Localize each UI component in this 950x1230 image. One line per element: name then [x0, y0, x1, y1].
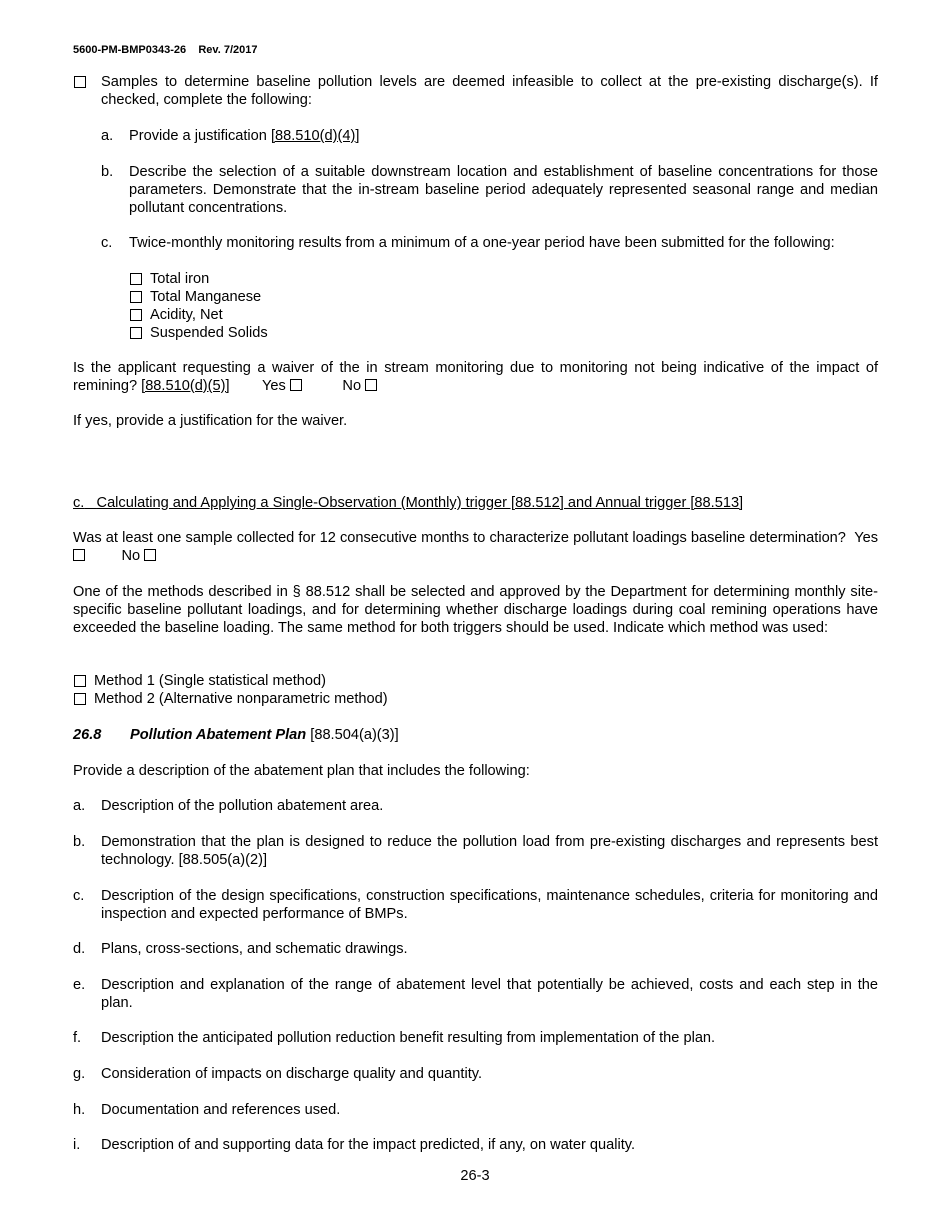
- abatement-item-c: [73, 887, 878, 923]
- waiver-yes-checkbox[interactable]: [290, 379, 302, 391]
- item-letter: d.: [73, 941, 86, 957]
- item-text: Description of the pollution abatement area.: [101, 798, 384, 814]
- parameter-option[interactable]: [130, 288, 430, 306]
- method-option[interactable]: [74, 690, 494, 708]
- baseline-yes-label: Yes: [854, 530, 878, 546]
- item-letter: i.: [73, 1137, 81, 1153]
- method-checkbox[interactable]: [74, 675, 86, 687]
- parameter-option[interactable]: [130, 324, 430, 342]
- parameter-checkbox[interactable]: [130, 291, 142, 303]
- item-letter: b.: [101, 164, 114, 180]
- infeasible-text: Samples to determine baseline pollution levels are deemed infeasible to collect at the pre-existing discharge(s). If checked, complete the following:: [101, 74, 878, 108]
- waiver-yes-label: Yes: [262, 378, 286, 394]
- parameter-list: [130, 270, 430, 342]
- item-letter: f.: [73, 1030, 82, 1046]
- item-text: Description the anticipated pollution reduction benefit resulting from implementation of the plan.: [101, 1030, 716, 1046]
- abatement-item-e: [73, 976, 878, 1012]
- item-text: Documentation and references used.: [101, 1102, 341, 1118]
- item-text: Provide a justification: [129, 128, 271, 144]
- item-text: Plans, cross-sections, and schematic drawings.: [101, 941, 408, 957]
- waiver-question: [73, 359, 878, 395]
- section-title: Calculating and Applying a Single-Observation (Monthly) trigger [88.512] and Annual trigger [88.513]: [96, 495, 744, 511]
- item-text: Demonstration that the plan is designed to reduce the pollution load from pre-existing discharges and represents best technology. [88.505(a)(2)]: [101, 834, 878, 868]
- infeasible-item-a: [101, 127, 878, 145]
- parameter-label: Suspended Solids: [150, 325, 268, 341]
- parameter-label: Total iron: [150, 271, 210, 287]
- item-letter: c.: [73, 888, 85, 904]
- item-letter: b.: [73, 834, 86, 850]
- section-letter: c.: [73, 495, 85, 511]
- item-text: Twice-monthly monitoring results from a minimum of a one-year period have been submitted for the following:: [129, 235, 835, 251]
- infeasible-block: [73, 73, 878, 109]
- abatement-intro: Provide a description of the abatement plan that includes the following:: [73, 763, 530, 779]
- section-26-8-heading: [73, 726, 399, 744]
- parameter-label: Total Manganese: [150, 289, 262, 305]
- method-option[interactable]: [74, 672, 494, 690]
- section-reference: [88.504(a)(3)]: [306, 727, 399, 743]
- item-text: Description and explanation of the range of abatement level that potentially be achieved, costs and each step in the plan.: [101, 977, 878, 1011]
- baseline-question-text: Was at least one sample collected for 12 consecutive months to characterize pollutant loadings baseline determination?: [73, 530, 846, 546]
- method-list: [74, 672, 494, 708]
- page-number: 26-3: [460, 1168, 490, 1184]
- waiver-no-label: No: [342, 378, 362, 394]
- abatement-item-g: [73, 1065, 878, 1083]
- baseline-question: [73, 529, 878, 565]
- infeasible-item-c: [101, 234, 881, 252]
- item-letter: a.: [101, 128, 114, 144]
- methods-text: One of the methods described in § 88.512 shall be selected and approved by the Department for determining monthly site-specific baseline pollutant loadings, and for determining whether discharge loadings during coal remining operations have exceeded the baseline loading. The same method for both triggers should be used. Indicate which method was used:: [73, 584, 878, 636]
- parameter-checkbox[interactable]: [130, 273, 142, 285]
- parameter-checkbox[interactable]: [130, 327, 142, 339]
- parameter-option[interactable]: [130, 306, 430, 324]
- regulation-link[interactable]: [88.510(d)(5)]: [141, 378, 230, 394]
- section-title: Pollution Abatement Plan: [130, 727, 307, 743]
- item-text: Description of and supporting data for the impact predicted, if any, on water quality.: [101, 1137, 636, 1153]
- infeasible-item-b: [101, 163, 878, 217]
- waiver-question-text: Is the applicant requesting a waiver of the in stream monitoring due to monitoring not being indicative of the impact of remining?: [73, 360, 878, 394]
- abatement-item-b: [73, 833, 878, 869]
- document-header: [73, 44, 257, 56]
- section-number: 26.8: [73, 727, 102, 743]
- parameter-option[interactable]: [130, 270, 430, 288]
- item-text: Consideration of impacts on discharge quality and quantity.: [101, 1066, 483, 1082]
- method-checkbox[interactable]: [74, 693, 86, 705]
- method-label: Method 1 (Single statistical method): [94, 673, 326, 689]
- item-letter: c.: [101, 235, 113, 251]
- item-text: Description of the design specifications, construction specifications, maintenance schedules, criteria for monitoring and inspection and expected performance of BMPs.: [101, 888, 878, 922]
- parameter-checkbox[interactable]: [130, 309, 142, 321]
- baseline-yes-checkbox[interactable]: [73, 549, 85, 561]
- section-c-heading: [73, 494, 743, 512]
- abatement-item-f: [73, 1029, 878, 1047]
- abatement-item-a: [73, 797, 878, 815]
- item-letter: e.: [73, 977, 86, 993]
- item-letter: a.: [73, 798, 86, 814]
- item-letter: h.: [73, 1102, 86, 1118]
- doc-id: 5600-PM-BMP0343-26: [73, 44, 187, 56]
- abatement-item-d: [73, 940, 878, 958]
- abatement-item-h: [73, 1101, 878, 1119]
- waiver-followup: If yes, provide a justification for the waiver.: [73, 413, 348, 429]
- waiver-no-checkbox[interactable]: [365, 379, 377, 391]
- item-text: Describe the selection of a suitable downstream location and establishment of baseline concentrations for those parameters. Demonstrate that the in-stream baseline period adequately represented seasonal range and median pollutant concentrations.: [129, 164, 878, 216]
- infeasible-checkbox[interactable]: [74, 76, 86, 88]
- baseline-no-checkbox[interactable]: [144, 549, 156, 561]
- parameter-label: Acidity, Net: [150, 307, 223, 323]
- regulation-link[interactable]: [88.510(d)(4)]: [270, 128, 360, 144]
- method-label: Method 2 (Alternative nonparametric method): [94, 691, 388, 707]
- item-letter: g.: [73, 1066, 86, 1082]
- baseline-no-label: No: [121, 548, 141, 564]
- abatement-item-i: [73, 1136, 878, 1154]
- doc-revision: Rev. 7/2017: [198, 44, 258, 56]
